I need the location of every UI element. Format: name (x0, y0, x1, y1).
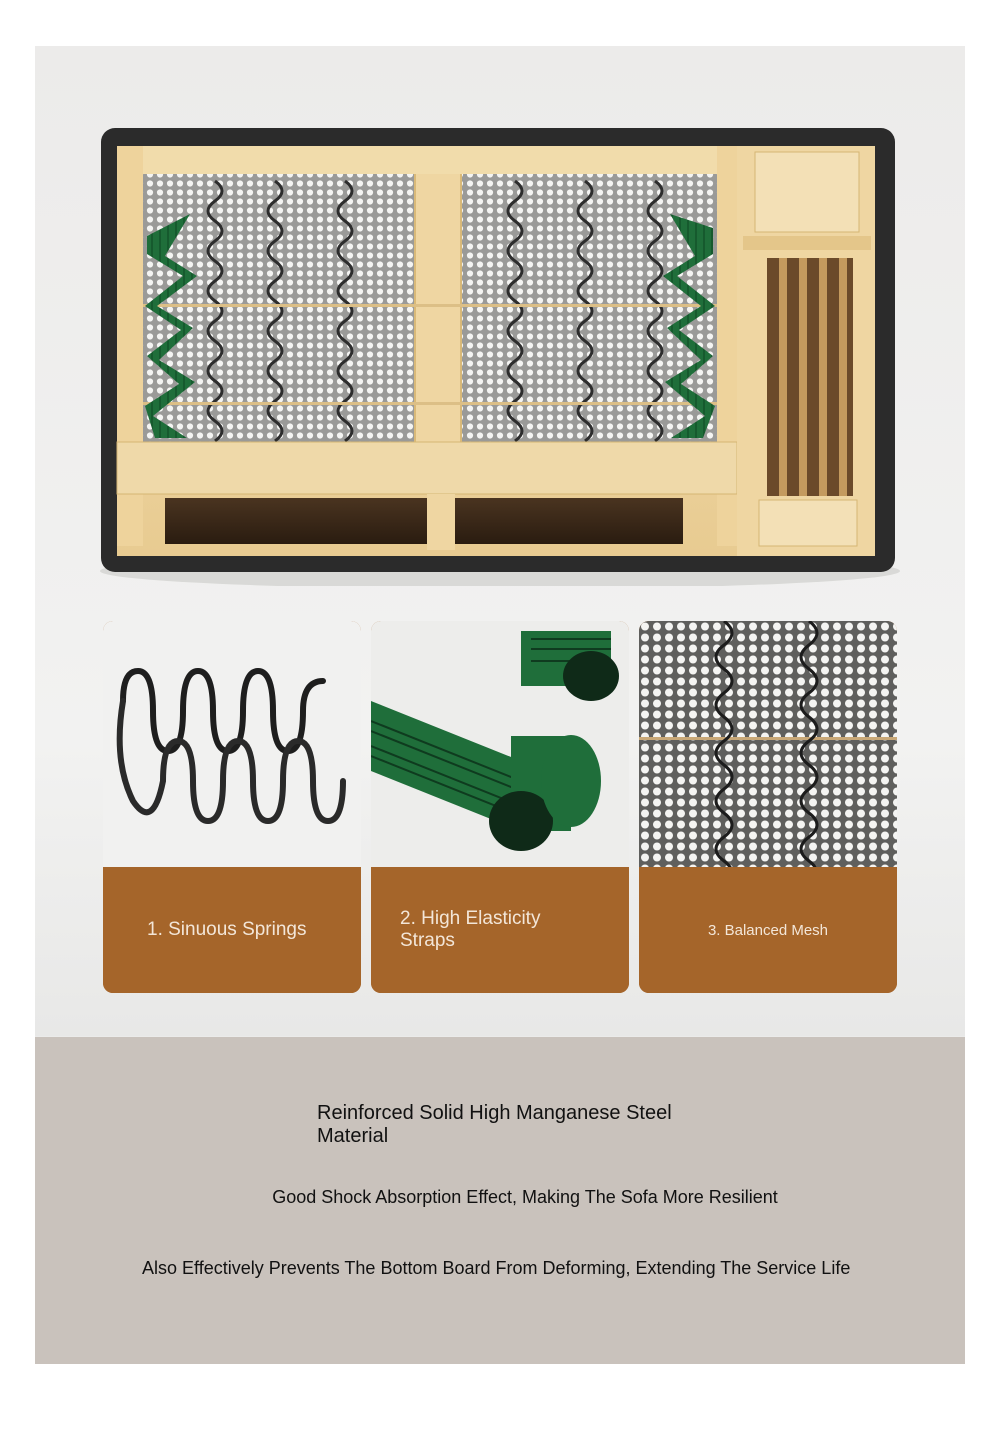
top-area (35, 46, 965, 1036)
feature-label-text: 1. Sinuous Springs (147, 919, 307, 940)
sofa-frame-image (95, 116, 905, 586)
feature-card-elastic-straps (371, 621, 629, 993)
sinuous-spring-icon (103, 621, 361, 867)
details-line-1: Good Shock Absorption Effect, Making The Sofa More Resilient (272, 1187, 778, 1207)
product-panel (35, 46, 965, 1364)
details-line-2: Also Effectively Prevents The Bottom Board From Deforming, Extending The Service Life (142, 1258, 851, 1278)
feature-label-3 (639, 867, 897, 993)
feature-label-2 (371, 867, 629, 993)
feature-label-text: 2. High Elasticity Straps (400, 908, 541, 951)
balanced-mesh-icon (639, 621, 897, 867)
feature-card-sinuous-springs (103, 621, 361, 993)
details-headline: Reinforced Solid High Manganese Steel Material (317, 1102, 672, 1147)
feature-card-balanced-mesh (639, 621, 897, 993)
feature-cards (103, 621, 898, 993)
details-band (35, 1037, 965, 1364)
elastic-strap-icon (371, 621, 629, 867)
feature-label-1 (103, 867, 361, 993)
feature-label-text: 3. Balanced Mesh (707, 921, 829, 939)
